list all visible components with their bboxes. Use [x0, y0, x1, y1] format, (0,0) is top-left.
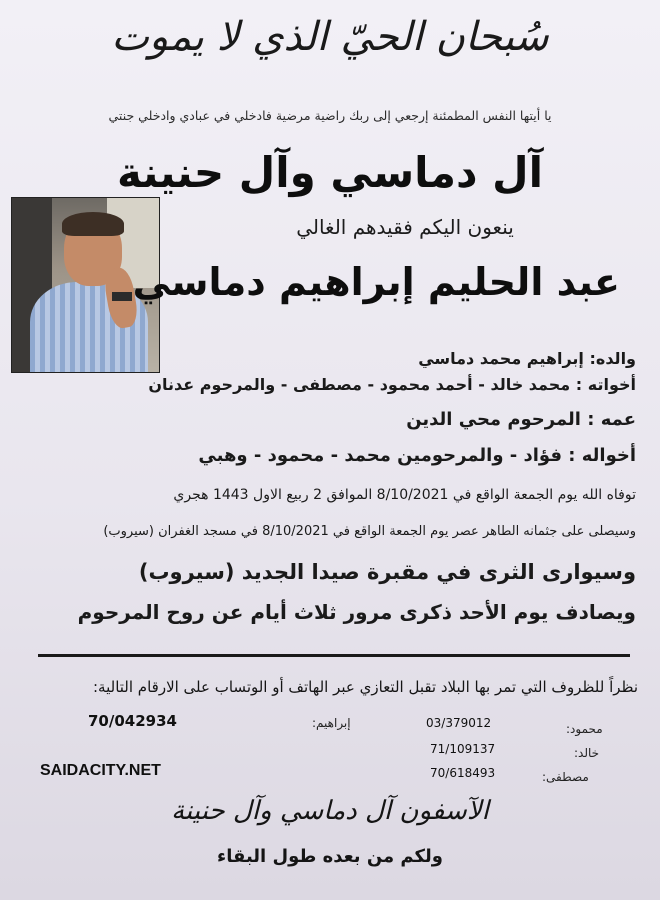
announcement-line: ينعون اليكم فقيدهم الغالي	[296, 215, 514, 239]
father-line: والده: إبراهيم محمد دماسي	[418, 349, 636, 368]
quran-verse: يا أيتها النفس المطمئنة إرجعي إلى ربك راضية مرضية فادخلي في عبادي وادخلي جنتي	[108, 108, 552, 123]
contact-label-ibrahim: إبراهيم:	[312, 716, 351, 730]
contact-number-mahmoud[interactable]: 03/379012	[426, 716, 492, 730]
mourners-line: الآسفون آل دماسي وآل حنينة	[171, 796, 489, 826]
death-date-line: توفاه الله يوم الجمعة الواقع في 8/10/2021 الموافق 2 ربيع الاول 1443 هجري	[173, 487, 636, 503]
contact-label-khaled: خالد:	[574, 746, 600, 760]
contact-number-mostafa[interactable]: 70/618493	[430, 766, 496, 780]
family-title: آل دماسي وآل حنينة	[117, 148, 543, 197]
maternal-uncles-line: أخواله : فؤاد - والمرحومين محمد - محمود - وهبي	[198, 445, 636, 466]
contact-label-mostafa: مصطفى:	[542, 770, 589, 784]
burial-line: وسيوارى الثرى في مقبرة صيدا الجديد (سيروب)	[138, 560, 636, 584]
condolence-contact-note: نظراً للظروف التي تمر بها البلاد تقبل التعازي عبر الهاتف أو الوتساب على الارقام التالية:	[93, 678, 638, 696]
contact-label-mahmoud: محمود:	[566, 722, 603, 736]
deceased-name: عبد الحليم إبراهيم دماسي	[132, 260, 620, 304]
uncle-line: عمه : المرحوم محي الدين	[406, 409, 636, 430]
brothers-line: أخواته : محمد خالد - أحمد محمود - مصطفى - والمرحوم عدنان	[148, 375, 636, 394]
prayer-line: وسيصلى على جثمانه الطاهر عصر يوم الجمعة الواقع في 8/10/2021 في مسجد الغفران (سيروب)	[103, 524, 636, 539]
section-divider	[38, 654, 630, 657]
condolence-line: ولكم من بعده طول البقاء	[217, 846, 443, 867]
contact-number-khaled[interactable]: 71/109137	[430, 742, 496, 756]
site-watermark: SAIDACITY.NET	[40, 762, 161, 779]
calligraphy-header: سُبحان الحيّ الذي لا يموت	[111, 14, 549, 60]
third-day-line: ويصادف يوم الأحد ذكرى مرور ثلاث أيام عن روح المرحوم	[77, 600, 636, 624]
contact-number-ibrahim[interactable]: 70/042934	[88, 712, 177, 730]
